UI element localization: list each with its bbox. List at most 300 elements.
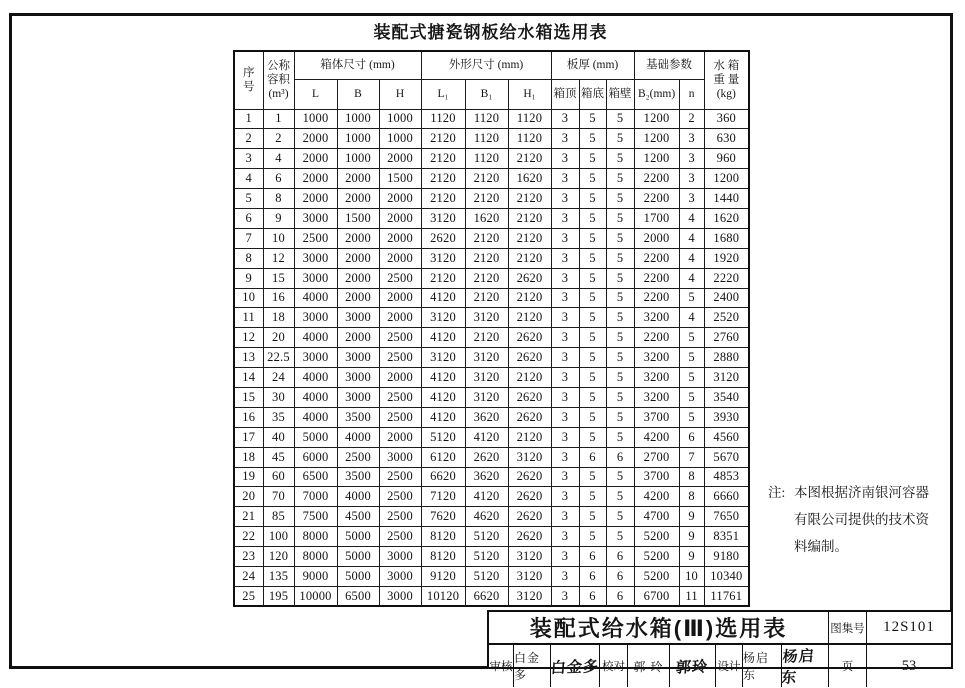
table-cell: 5 [679, 368, 704, 388]
col-group-plate-thickness: 板厚 (mm) [551, 51, 634, 79]
table-cell: 6 [606, 586, 634, 606]
table-cell: 3120 [421, 248, 465, 268]
page-title: 装配式搪瓷钢板给水箱选用表 [373, 23, 608, 42]
table-cell: 9 [263, 208, 294, 228]
table-cell: 2500 [337, 447, 379, 467]
table-cell: 2200 [634, 268, 679, 288]
table-cell: 12 [263, 248, 294, 268]
table-cell: 3000 [294, 308, 337, 328]
table-cell: 5670 [704, 447, 749, 467]
table-cell: 8351 [704, 527, 749, 547]
table-row [234, 487, 749, 507]
table-cell: 1200 [704, 169, 749, 189]
review-signature [551, 645, 600, 687]
table-cell: 1 [234, 109, 263, 129]
table-cell: 5 [606, 527, 634, 547]
table-cell: 3000 [379, 447, 421, 467]
table-cell: 2500 [379, 348, 421, 368]
table-cell: 6 [234, 208, 263, 228]
table-cell: 2620 [508, 268, 551, 288]
table-row [234, 507, 749, 527]
table-cell: 6620 [421, 467, 465, 487]
table-cell: 2620 [465, 447, 508, 467]
col-header-volume [263, 51, 294, 109]
table-cell: 5 [579, 387, 606, 407]
review-name: 白金多 [514, 645, 551, 687]
table-cell: 3000 [379, 566, 421, 586]
table-cell: 22.5 [263, 348, 294, 368]
table-row [234, 189, 749, 209]
table-row [234, 328, 749, 348]
col-header-volume-line2: 容积 [267, 74, 290, 87]
table-cell: 100 [263, 527, 294, 547]
atlas-number-value: 12S101 [883, 619, 935, 635]
review-signature-text: 白金多 [550, 658, 600, 677]
table-cell: 15 [263, 268, 294, 288]
col-header-tank-weight [704, 51, 749, 109]
table-cell: 11 [234, 308, 263, 328]
table-cell: 4 [679, 248, 704, 268]
table-cell: 1120 [465, 129, 508, 149]
table-cell: 9180 [704, 547, 749, 567]
table-cell: 8000 [294, 527, 337, 547]
note-line: 料编制。 [794, 539, 848, 554]
table-cell: 2120 [508, 149, 551, 169]
table-cell: 9000 [294, 566, 337, 586]
table-cell: 2200 [634, 189, 679, 209]
table-cell: 6 [579, 547, 606, 567]
table-cell: 360 [704, 109, 749, 129]
table-cell: 60 [263, 467, 294, 487]
table-cell: 4 [234, 169, 263, 189]
table-cell: 2120 [421, 189, 465, 209]
table-cell: 3000 [337, 308, 379, 328]
table-cell: 2000 [379, 189, 421, 209]
col-header-serial-line2: 号 [243, 81, 255, 94]
table-cell: 5 [579, 507, 606, 527]
table-cell: 3120 [508, 547, 551, 567]
table-cell: 6 [579, 586, 606, 606]
col-header-weight-line1: 水 箱 [713, 59, 740, 72]
table-cell: 15 [234, 387, 263, 407]
table-cell: 5 [579, 189, 606, 209]
table-cell: 5 [606, 507, 634, 527]
table-cell: 5 [579, 208, 606, 228]
table-cell: 5000 [294, 427, 337, 447]
table-cell: 7500 [294, 507, 337, 527]
table-row [234, 427, 749, 447]
table-cell: 5 [606, 109, 634, 129]
table-cell: 18 [263, 308, 294, 328]
table-cell: 3 [551, 348, 579, 368]
table-cell: 9 [679, 507, 704, 527]
table-cell: 11761 [704, 586, 749, 606]
table-cell: 5 [606, 328, 634, 348]
col-group-outer-dimensions: 外形尺寸 (mm) [421, 51, 551, 79]
table-cell: 4560 [704, 427, 749, 447]
table-cell: 25 [234, 586, 263, 606]
table-cell: 2220 [704, 268, 749, 288]
table-cell: 2500 [294, 228, 337, 248]
table-cell: 3 [551, 586, 579, 606]
table-cell: 5 [606, 189, 634, 209]
table-cell: 12 [234, 328, 263, 348]
table-cell: 70 [263, 487, 294, 507]
table-cell: 3700 [634, 467, 679, 487]
table-cell: 4200 [634, 427, 679, 447]
design-name: 杨启东 [743, 645, 782, 687]
table-cell: 195 [263, 586, 294, 606]
table-cell: 3 [234, 149, 263, 169]
table-cell: 2620 [508, 467, 551, 487]
table-cell: 5 [679, 288, 704, 308]
table-cell: 2120 [508, 427, 551, 447]
table-cell: 3 [551, 387, 579, 407]
table-cell: 3120 [508, 566, 551, 586]
proofread-name: 郭 玲 [628, 645, 670, 687]
table-cell: 10 [679, 566, 704, 586]
table-cell: 3000 [294, 348, 337, 368]
table-cell: 2500 [379, 328, 421, 348]
table-cell: 5 [606, 308, 634, 328]
table-cell: 5 [579, 228, 606, 248]
table-cell: 3000 [337, 387, 379, 407]
table-cell: 45 [263, 447, 294, 467]
col-header-serial [234, 51, 263, 109]
table-cell: 3120 [421, 308, 465, 328]
table-cell: 2 [263, 129, 294, 149]
table-cell: 1000 [294, 109, 337, 129]
col-header-volume-line3: (m³) [268, 88, 289, 101]
table-cell: 3 [551, 328, 579, 348]
table-cell: 4 [679, 208, 704, 228]
table-cell: 19 [234, 467, 263, 487]
table-cell: 4120 [465, 487, 508, 507]
table-cell: 2000 [337, 248, 379, 268]
table-cell: 4000 [294, 328, 337, 348]
table-cell: 3500 [337, 467, 379, 487]
table-cell: 1440 [704, 189, 749, 209]
table-cell: 9 [679, 547, 704, 567]
table-cell: 2000 [337, 169, 379, 189]
page-number: 53 [901, 657, 917, 674]
table-cell: 6 [679, 427, 704, 447]
table-cell: 3620 [465, 467, 508, 487]
table-cell: 5 [679, 387, 704, 407]
table-cell: 1120 [465, 149, 508, 169]
design-label: 设计 [716, 645, 743, 687]
table-cell: 5 [579, 109, 606, 129]
table-cell: 2000 [379, 368, 421, 388]
table-cell: 3000 [337, 368, 379, 388]
table-cell: 6500 [294, 467, 337, 487]
table-cell: 8 [234, 248, 263, 268]
table-cell: 5 [579, 407, 606, 427]
table-cell: 2120 [508, 208, 551, 228]
table-cell: 5 [606, 487, 634, 507]
table-cell: 5120 [421, 427, 465, 447]
table-cell: 2000 [379, 248, 421, 268]
table-cell: 5 [606, 268, 634, 288]
table-cell: 2120 [465, 268, 508, 288]
table-cell: 2 [679, 109, 704, 129]
table-cell: 5 [679, 328, 704, 348]
table-cell: 5 [579, 368, 606, 388]
table-cell: 1200 [634, 129, 679, 149]
table-row [234, 169, 749, 189]
table-cell: 1200 [634, 149, 679, 169]
table-cell: 2120 [421, 129, 465, 149]
table-cell: 3200 [634, 387, 679, 407]
table-cell: 5 [579, 527, 606, 547]
table-cell: 8000 [294, 547, 337, 567]
table-cell: 3 [551, 109, 579, 129]
table-cell: 6 [606, 447, 634, 467]
table-cell: 1 [263, 109, 294, 129]
table-cell: 5 [579, 348, 606, 368]
table-cell: 1000 [337, 149, 379, 169]
table-cell: 3200 [634, 308, 679, 328]
table-cell: 11 [679, 586, 704, 606]
table-cell: 20 [234, 487, 263, 507]
table-cell: 17 [234, 427, 263, 447]
table-cell: 4120 [421, 368, 465, 388]
page-label: 页 [829, 645, 867, 687]
table-cell: 3000 [379, 586, 421, 606]
sheet-title: 装配式给水箱(Ⅲ)选用表 [489, 612, 829, 643]
table-cell: 2500 [379, 407, 421, 427]
note-line: 本图根据济南银河容器 [794, 485, 929, 500]
table-cell: 2120 [465, 248, 508, 268]
table-cell: 4 [679, 308, 704, 328]
col-header-H1: H₁ [508, 79, 551, 109]
table-row [234, 447, 749, 467]
table-cell: 5 [606, 288, 634, 308]
table-cell: 2620 [508, 387, 551, 407]
table-cell: 5120 [465, 566, 508, 586]
table-cell: 4620 [465, 507, 508, 527]
table-row [234, 129, 749, 149]
table-cell: 2120 [421, 169, 465, 189]
table-cell: 2200 [634, 328, 679, 348]
table-cell: 5 [606, 228, 634, 248]
table-cell: 2620 [508, 407, 551, 427]
table-cell: 5 [606, 149, 634, 169]
table-row [234, 288, 749, 308]
table-cell: 21 [234, 507, 263, 527]
table-cell: 4853 [704, 467, 749, 487]
table-cell: 1120 [465, 109, 508, 129]
design-signature [782, 645, 829, 687]
table-cell: 5 [606, 407, 634, 427]
table-cell: 2000 [634, 228, 679, 248]
note [768, 479, 960, 560]
table-cell: 1620 [508, 169, 551, 189]
table-cell: 1120 [508, 129, 551, 149]
table-cell: 2620 [508, 328, 551, 348]
table-cell: 6120 [421, 447, 465, 467]
table-cell: 2000 [379, 288, 421, 308]
table-cell: 1000 [379, 109, 421, 129]
table-cell: 2200 [634, 169, 679, 189]
table-cell: 2620 [508, 527, 551, 547]
table-row [234, 109, 749, 129]
table-row [234, 208, 749, 228]
table-cell: 5 [579, 487, 606, 507]
table-cell: 2000 [337, 268, 379, 288]
table-cell: 5 [606, 248, 634, 268]
table-cell: 3200 [634, 348, 679, 368]
table-cell: 8120 [421, 527, 465, 547]
table-row [234, 228, 749, 248]
table-cell: 2200 [634, 288, 679, 308]
table-cell: 1120 [508, 109, 551, 129]
table-cell: 3200 [634, 368, 679, 388]
table-cell: 5 [579, 288, 606, 308]
table-cell: 5120 [465, 547, 508, 567]
proofread-label: 校对 [600, 645, 628, 687]
col-header-B: B [337, 79, 379, 109]
table-cell: 5000 [337, 547, 379, 567]
table-cell: 3 [679, 129, 704, 149]
table-cell: 20 [263, 328, 294, 348]
table-cell: 3 [551, 268, 579, 288]
table-cell: 4120 [421, 387, 465, 407]
table-cell: 5 [606, 208, 634, 228]
title-block-top-row [489, 612, 951, 645]
table-cell: 4120 [421, 288, 465, 308]
table-cell: 2200 [634, 248, 679, 268]
table-cell: 2 [234, 129, 263, 149]
table-cell: 2000 [337, 288, 379, 308]
table-cell: 2000 [379, 149, 421, 169]
table-cell: 6000 [294, 447, 337, 467]
table-cell: 3000 [294, 268, 337, 288]
review-label: 审核 [489, 645, 514, 687]
table-row [234, 149, 749, 169]
table-cell: 10340 [704, 566, 749, 586]
table-cell: 4200 [634, 487, 679, 507]
table-cell: 3540 [704, 387, 749, 407]
title-block-bottom-row [489, 645, 951, 687]
col-header-L: L [294, 79, 337, 109]
table-cell: 4700 [634, 507, 679, 527]
col-group-body-dimensions: 箱体尺寸 (mm) [294, 51, 421, 79]
table-cell: 4000 [294, 387, 337, 407]
note-label: 注: [768, 485, 786, 500]
table-cell: 7000 [294, 487, 337, 507]
table-cell: 2700 [634, 447, 679, 467]
table-cell: 3 [551, 467, 579, 487]
col-header-H: H [379, 79, 421, 109]
table-cell: 8 [263, 189, 294, 209]
table-cell: 3120 [465, 308, 508, 328]
table-cell: 1200 [634, 109, 679, 129]
table-cell: 3120 [421, 208, 465, 228]
table-row [234, 248, 749, 268]
table-row [234, 268, 749, 288]
note-line: 有限公司提供的技术资 [794, 512, 929, 527]
table-cell: 1700 [634, 208, 679, 228]
table-cell: 3 [551, 169, 579, 189]
table-cell: 2120 [465, 328, 508, 348]
col-header-L1: L₁ [421, 79, 465, 109]
table-cell: 2620 [508, 507, 551, 527]
table-cell: 5 [579, 308, 606, 328]
table-cell: 6 [263, 169, 294, 189]
col-header-weight-line3: (kg) [716, 88, 736, 101]
note-text [794, 479, 929, 560]
table-cell: 5 [606, 348, 634, 368]
table-cell: 8 [679, 467, 704, 487]
table-cell: 2400 [704, 288, 749, 308]
table-cell: 2500 [379, 487, 421, 507]
table-cell: 3000 [379, 547, 421, 567]
table-row [234, 547, 749, 567]
table-cell: 4 [679, 228, 704, 248]
table-cell: 4000 [294, 288, 337, 308]
table-body [234, 109, 749, 606]
table-cell: 2120 [508, 308, 551, 328]
table-cell: 2500 [379, 527, 421, 547]
table-cell: 2120 [508, 228, 551, 248]
col-header-tank-wall: 箱壁 [606, 79, 634, 109]
col-header-serial-line1: 序 [243, 66, 255, 79]
table-cell: 6 [606, 547, 634, 567]
table-cell: 3 [551, 507, 579, 527]
table-cell: 5 [606, 387, 634, 407]
table-cell: 2500 [379, 268, 421, 288]
table-cell: 1000 [337, 129, 379, 149]
table-cell: 135 [263, 566, 294, 586]
table-row [234, 566, 749, 586]
selection-table [233, 50, 750, 607]
table-cell: 5 [579, 328, 606, 348]
table-cell: 3 [551, 149, 579, 169]
table-cell: 4500 [337, 507, 379, 527]
table-cell: 16 [234, 407, 263, 427]
table-cell: 9120 [421, 566, 465, 586]
table-cell: 2620 [508, 487, 551, 507]
table-cell: 10000 [294, 586, 337, 606]
table-cell: 23 [234, 547, 263, 567]
table-cell: 3 [551, 447, 579, 467]
col-header-volume-line1: 公称 [267, 59, 290, 72]
table-cell: 5 [606, 427, 634, 447]
table-cell: 13 [234, 348, 263, 368]
table-cell: 3120 [704, 368, 749, 388]
table-cell: 1000 [379, 129, 421, 149]
table-cell: 3 [551, 189, 579, 209]
table-cell: 2000 [294, 129, 337, 149]
table-cell: 2500 [379, 507, 421, 527]
table-cell: 4000 [337, 487, 379, 507]
table-row [234, 586, 749, 606]
col-header-n: n [679, 79, 704, 109]
table-cell: 24 [234, 566, 263, 586]
table-cell: 7620 [421, 507, 465, 527]
table-cell: 16 [263, 288, 294, 308]
col-group-foundation-params: 基础参数 [634, 51, 704, 79]
table-cell: 4120 [421, 328, 465, 348]
table-row [234, 308, 749, 328]
table-cell: 5000 [337, 566, 379, 586]
table-cell: 3500 [337, 407, 379, 427]
table-cell: 5000 [337, 527, 379, 547]
table-cell: 7 [234, 228, 263, 248]
table-cell: 10 [263, 228, 294, 248]
table-cell: 4000 [294, 407, 337, 427]
